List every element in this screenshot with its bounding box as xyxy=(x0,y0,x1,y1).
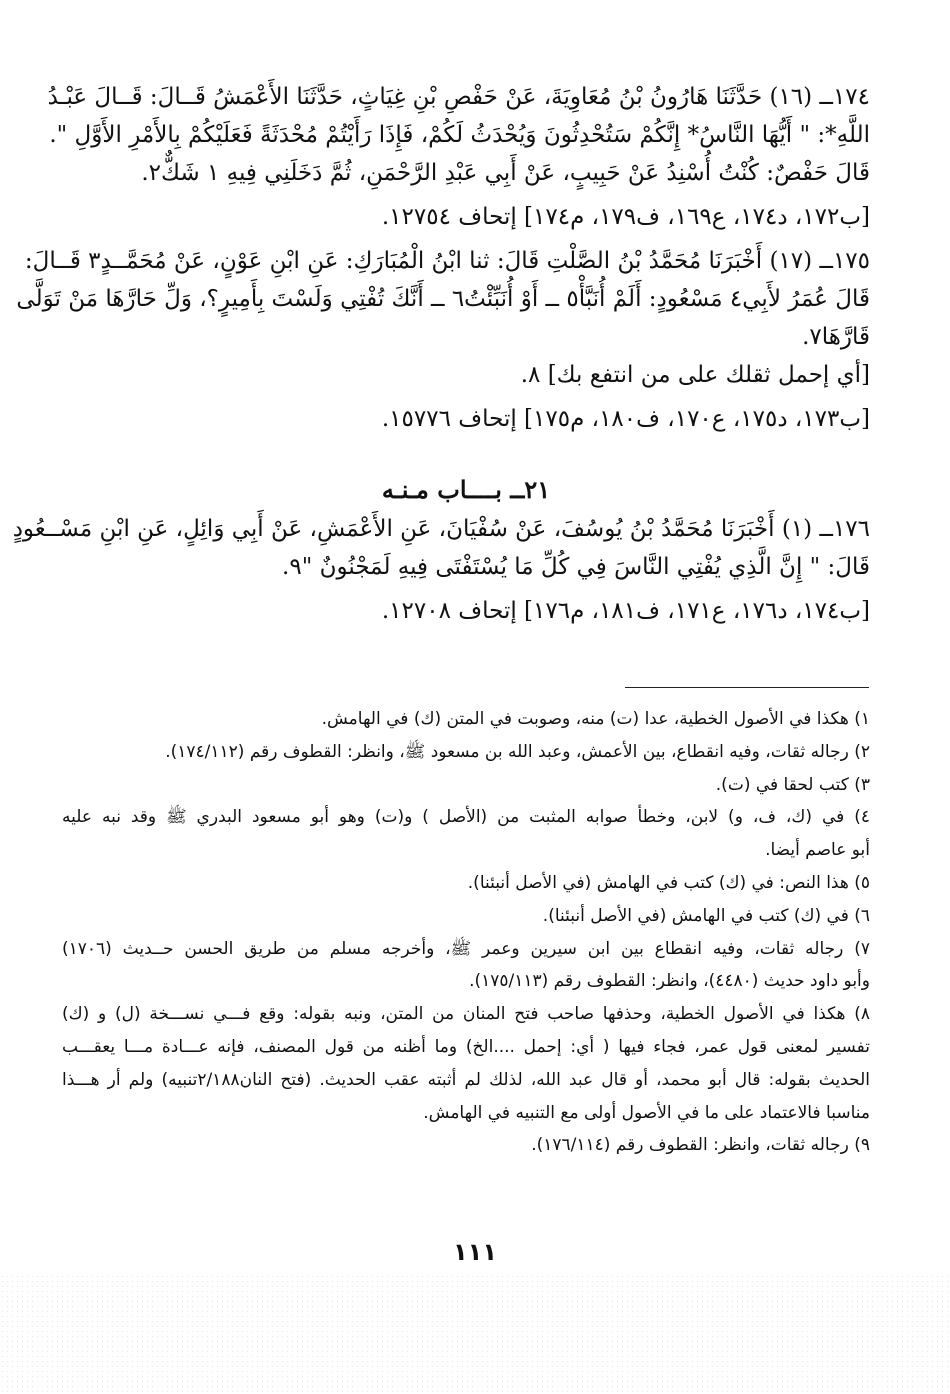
footnote-5: ٥) هذا النص: في (ك) كتب في الهامش (في الأصل أنبئنا). xyxy=(467,872,870,893)
footnote-1: ١) هكذا في الأصول الخطية، عدا (ت) منه، وصوبت في المتن (ك) في الهامش. xyxy=(321,709,870,729)
footnote-7-line-2: وأبو داود حديث (٤٤٨٠)، وانظر: القطوف رقم (١٧٥/١١٣). xyxy=(469,971,870,992)
chapter-heading: ٢١ــ بــــاب مـنـه xyxy=(381,475,551,504)
footnote-4-line-1: ٤) في (ك، ف، و) لابن، وخطأ صوابه المثبت من (الأصل ) و(ت) وهو أبو مسعود البدري ﷺ وقد نبه عليه xyxy=(62,807,870,828)
hadith-175-line-2: قَالَ عُمَرُ لأَبِي٤ مَسْعُودٍ: أَلَمْ أُنَبَّأْ٥ ــ أَوْ أُنَبِّئْتُ٦ ــ أَنَّكَ تُفْتِي وَلَسْتَ بِأَمِيرٍ؟، وَلِّ حَارَّهَا مَنْ تَوَلَّى xyxy=(16,286,870,312)
hadith-175-references: [ب١٧٣، د١٧٥، ع١٧٠، ف١٨٠، م١٧٥] إتحاف ١٥٧٧٦. xyxy=(381,406,870,432)
hadith-174-line-2: اللَّهِ*: " أَيُّهَا النَّاسُ* إِنَّكُمْ سَتُحْدِثُونَ وَيُحْدَثُ لَكُمْ، فَإِذَا رَأَيْتُمْ مُحْدَثَةً فَعَلَيْكُمْ بِالأَمْرِ الأَوَّلِ ". xyxy=(49,122,870,148)
hadith-174-line-3: قَالَ حَفْصٌ: كُنْتُ أُسْنِدُ عَنْ حَبِيبٍ، عَنْ أَبِي عَبْدِ الرَّحْمَنِ، ثُمَّ دَخَلَنِي فِيهِ ١ شَكٌّ٢. xyxy=(141,160,870,186)
footnote-8-line-4: مناسبا فالاعتماد على ما في الأصول أولى مع التنبيه في الهامش. xyxy=(423,1102,870,1123)
page-number: ١١١ xyxy=(453,1238,497,1266)
footnotes xyxy=(62,703,870,1162)
footnote-7-line-1: ٧) رجاله ثقات، وفيه انقطاع بين ابن سيرين وعمر ﷺ، وأخرجه مسلم من طريق الحسن حــديث (١٧٠٦) xyxy=(62,938,870,959)
footnote-8-line-2: تفسير لمعنى قول عمر، فجاء فيها ( أي: إحمل ....الخ) وما أظنه من قول المصنف، فإنه عـــادة مـــا يعقـــب xyxy=(62,1036,870,1057)
footnote-3: ٣) كتب لحقا في (ت). xyxy=(715,774,870,795)
hadith-175-line-3: قَارَّهَا٧. xyxy=(802,324,870,350)
hadith-176-references: [ب١٧٤، د١٧٦، ع١٧١، ف١٨١، م١٧٦] إتحاف ١٢٧٠٨. xyxy=(381,598,870,624)
hadith-174-line-1: ١٧٤ــ (١٦) حَدَّثَنَا هَارُونُ بْنُ مُعَاوِيَةَ، عَنْ حَفْصِ بْنِ غِيَاثٍ، حَدَّثَنَا الأَعْمَشُ قَــالَ: قَــالَ عَبْـدُ xyxy=(47,84,870,110)
footnote-8-line-3: الحديث بقوله: قال أبو محمد، أو قال عبد الله، لذلك لم أثبته عقب الحديث. (فتح النان٢/١٨٨تنبيه) ولم أر هـــذا xyxy=(62,1069,870,1090)
footnote-9: ٩) رجاله ثقات، وانظر: القطوف رقم (١٧٦/١١٤). xyxy=(531,1135,870,1156)
hadith-175-line-1: ١٧٥ــ (١٧) أَخْبَرَنَا مُحَمَّدُ بْنُ الصَّلْتِ قَالَ: ثنا ابْنُ الْمُبَارَكِ: عَنِ ابْنِ عَوْنٍ، عَنْ مُحَمَّــدٍ٣ قَــالَ: xyxy=(24,248,870,274)
hadith-174-references: [ب١٧٢، د١٧٤، ع١٦٩، ف١٧٩، م١٧٤] إتحاف ١٢٧٥٤. xyxy=(381,204,870,230)
footnote-8-line-1: ٨) هكذا في الأصول الخطية، وحذفها صاحب فتح المنان من المتن، ونبه بقوله: وقع فـــي نســـخة (ل) و (ك) xyxy=(62,1004,870,1025)
footnote-separator xyxy=(625,687,869,688)
hadith-176-line-2: قَالَ: " إِنَّ الَّذِي يُفْتِي النَّاسَ فِي كُلِّ مَا يُسْتَفْتَى فِيهِ لَمَجْنُونٌ "٩. xyxy=(282,554,870,580)
hadith-175-gloss: [أي إحمل ثقلك على من انتفع بك] ٨. xyxy=(520,362,870,388)
scan-texture xyxy=(0,1274,950,1394)
main-text xyxy=(12,78,870,630)
hadith-176-line-1: ١٧٦ــ (١) أَخْبَرَنَا مُحَمَّدُ بْنُ يُوسُفَ، عَنْ سُفْيَانَ، عَنِ الأَعْمَشِ، عَنْ أَبِي وَائِلٍ، عَنِ ابْنِ مَسْــعُودٍ xyxy=(12,516,870,542)
footnote-6: ٦) في (ك) كتب في الهامش (في الأصل أنبئنا). xyxy=(542,905,870,926)
footnote-2: ٢) رجاله ثقات، وفيه انقطاع، بين الأعمش، وعبد الله بن مسعود ﷺ، وانظر: القطوف رقم (١٧٤/١١٢). xyxy=(165,741,870,762)
footnote-4-line-2: أبو عاصم أيضا. xyxy=(765,840,870,861)
